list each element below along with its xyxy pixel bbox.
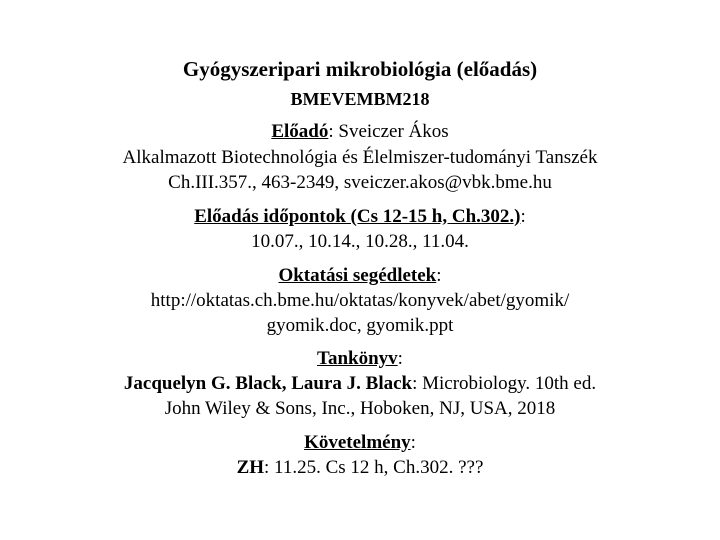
materials-url: http://oktatas.ch.bme.hu/oktatas/konyvek/abet/gyomik/ [150,290,570,311]
requirements-sep: : [410,432,416,453]
requirements-label: Követelmény [304,432,411,453]
materials-heading [0,264,720,288]
page-title: Gyógyszeripari mikrobiológia (előadás) [182,57,538,81]
schedule-heading [0,205,720,229]
contact-info: Ch.III.357., 463-2349, sveiczer.akos@vbk.bme.hu [168,172,552,193]
lecturer-sep: : [328,121,339,142]
schedule-sep: : [520,206,526,227]
textbook-authors: Jacquelyn G. Black, Laura J. Black [123,373,413,394]
textbook-heading [0,347,720,371]
textbook-publisher: John Wiley & Sons, Inc., Hoboken, NJ, USA, 2018 [164,398,556,419]
course-code: BMEVEMBM218 [290,89,430,109]
schedule-dates: 10.07., 10.14., 10.28., 11.04. [251,231,469,252]
department: Alkalmazott Biotechnológia és Élelmiszer-tudományi Tanszék [122,147,598,168]
materials-label: Oktatási segédletek [278,265,437,286]
lecturer-line [0,120,720,144]
lecturer-label: Előadó [271,121,329,142]
materials-files: gyomik.doc, gyomik.ppt [266,315,454,336]
lecturer-name: Sveiczer Ákos [338,121,449,142]
requirements-detail [0,456,720,480]
schedule-label: Előadás időpontok (Cs 12-15 h, Ch.302.) [194,206,521,227]
zh-label: ZH [236,457,265,478]
requirements-heading [0,431,720,455]
textbook-sep: : [397,348,403,369]
textbook-label: Tankönyv [317,348,398,369]
textbook-title: : Microbiology. 10th ed. [412,373,597,394]
textbook-citation [0,372,720,396]
zh-text: : 11.25. Cs 12 h, Ch.302. ??? [264,457,484,478]
materials-sep: : [436,265,442,286]
